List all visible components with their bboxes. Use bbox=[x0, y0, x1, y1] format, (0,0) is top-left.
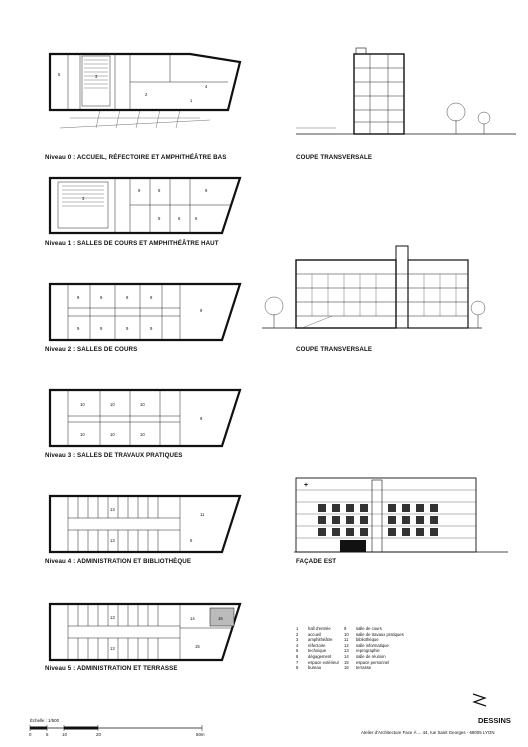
scale-tick: 5 bbox=[46, 732, 49, 737]
room-number: 6 bbox=[178, 216, 181, 221]
legend-item: 14 salle de réunion bbox=[344, 653, 386, 659]
section-caption: COUPE TRANSVERSALE bbox=[296, 154, 373, 161]
legend-item: 9 salle de cours bbox=[344, 626, 382, 631]
plan-niveau-1 bbox=[40, 178, 240, 238]
room-number: 6 bbox=[195, 216, 198, 221]
plan-niveau-3 bbox=[40, 390, 240, 450]
legend-item: 2 accueil bbox=[296, 631, 322, 637]
legend-item: 11 bibliothèque bbox=[344, 637, 379, 643]
room-number: 9 bbox=[200, 416, 203, 421]
room-number: 9 bbox=[150, 326, 153, 331]
plan-caption: Niveau 0 : ACCUEIL, RÉFECTOIRE ET AMPHITHÉÂTRE BAS bbox=[45, 154, 227, 161]
plan-niveau-2 bbox=[40, 284, 240, 344]
section-caption: COUPE TRANSVERSALE bbox=[296, 346, 373, 353]
scale-tick: 50m bbox=[196, 732, 205, 737]
north-arrow-icon bbox=[470, 690, 490, 710]
room-number: 1 bbox=[190, 98, 193, 103]
room-number: 2 bbox=[145, 92, 148, 97]
plan-niveau-0 bbox=[40, 48, 240, 148]
room-number: 10 bbox=[140, 432, 145, 437]
architect-credit: Atelier d'Architecture Face À ... 44, rue Saint Georges - 69005 LYON bbox=[361, 730, 495, 735]
room-number: 3 bbox=[95, 74, 98, 79]
plan-niveau-5 bbox=[40, 602, 240, 664]
cross-icon: + bbox=[304, 482, 309, 489]
room-number: 9 bbox=[77, 326, 80, 331]
room-number: 9 bbox=[126, 326, 129, 331]
room-number: 10 bbox=[80, 432, 85, 437]
scale-tick: 10 bbox=[62, 732, 67, 737]
room-number: 13 bbox=[110, 646, 115, 651]
plan-caption: Niveau 5 : ADMINISTRATION ET TERRASSE bbox=[45, 665, 178, 672]
room-number: 9 bbox=[126, 295, 129, 300]
room-number: 9 bbox=[138, 188, 141, 193]
plan-caption: Niveau 1 : SALLES DE COURS ET AMPHITHÉÂTRE HAUT bbox=[45, 240, 219, 247]
scale-label: Échelle : 1/500 bbox=[30, 718, 60, 723]
legend-item: 16 terrasse bbox=[344, 665, 372, 671]
legend-item: 3 amphithéâtre bbox=[296, 637, 333, 643]
plan-caption: Niveau 4 : ADMINISTRATION ET BIBLIOTHÈQUE bbox=[45, 558, 192, 565]
tree-icon bbox=[478, 112, 490, 134]
room-number: 9 bbox=[158, 188, 161, 193]
room-number: 3 bbox=[82, 196, 85, 201]
legend-col-2 bbox=[344, 626, 424, 671]
sheet-title: DESSINS bbox=[478, 716, 511, 725]
legend-item: 15 espace personnel bbox=[344, 659, 390, 665]
legend-item: 7 espace extérieur bbox=[296, 659, 339, 665]
facade-drawing bbox=[294, 474, 508, 554]
tree-icon bbox=[471, 301, 485, 328]
section-drawing-1 bbox=[296, 48, 516, 148]
room-number: 6 bbox=[190, 538, 193, 543]
room-number: 10 bbox=[80, 402, 85, 407]
legend-item: 1 hall d'entrée bbox=[296, 626, 331, 631]
legend-item: 5 technique bbox=[296, 648, 327, 654]
facade-windows bbox=[318, 504, 438, 536]
room-number: 9 bbox=[205, 188, 208, 193]
room-number: 13 bbox=[110, 615, 115, 620]
legend-item: 8 bureau bbox=[296, 665, 322, 671]
tree-icon bbox=[265, 297, 283, 328]
room-number: 10 bbox=[140, 402, 145, 407]
room-number: 14 bbox=[190, 616, 195, 621]
plan-caption: Niveau 2 : SALLES DE COURS bbox=[45, 346, 138, 353]
room-number: 15 bbox=[195, 644, 200, 649]
facade-caption: FAÇADE EST bbox=[296, 558, 337, 565]
legend-item: 12 salle informatique bbox=[344, 642, 389, 648]
room-number: 9 bbox=[100, 326, 103, 331]
room-number: 16 bbox=[218, 616, 223, 621]
room-number: 9 bbox=[100, 295, 103, 300]
legend-item: 4 réfectoire bbox=[296, 642, 326, 648]
legend-item: 10 salle de travaux pratiques bbox=[344, 631, 404, 637]
plan-niveau-4 bbox=[40, 496, 240, 556]
room-number: 4 bbox=[205, 84, 208, 89]
room-number: 9 bbox=[200, 308, 203, 313]
room-number: 9 bbox=[158, 216, 161, 221]
room-number: 13 bbox=[110, 538, 115, 543]
scale-tick: 0 bbox=[29, 732, 32, 737]
legend-item: 6 dégagement bbox=[296, 653, 332, 659]
legend-item: 13 reprographie bbox=[344, 648, 380, 654]
room-number: 10 bbox=[110, 402, 115, 407]
scale-bar bbox=[30, 725, 210, 731]
scale-tick: 20 bbox=[96, 732, 101, 737]
room-number: 11 bbox=[200, 512, 205, 517]
plan-caption: Niveau 3 : SALLES DE TRAVAUX PRATIQUES bbox=[45, 452, 183, 459]
section-drawing-2 bbox=[262, 246, 482, 336]
room-number: 13 bbox=[110, 507, 115, 512]
room-number: 5 bbox=[58, 72, 61, 77]
room-number: 10 bbox=[110, 432, 115, 437]
tree-icon bbox=[447, 103, 465, 134]
room-number: 9 bbox=[150, 295, 153, 300]
room-number: 9 bbox=[77, 295, 80, 300]
legend-col-1 bbox=[296, 626, 344, 671]
